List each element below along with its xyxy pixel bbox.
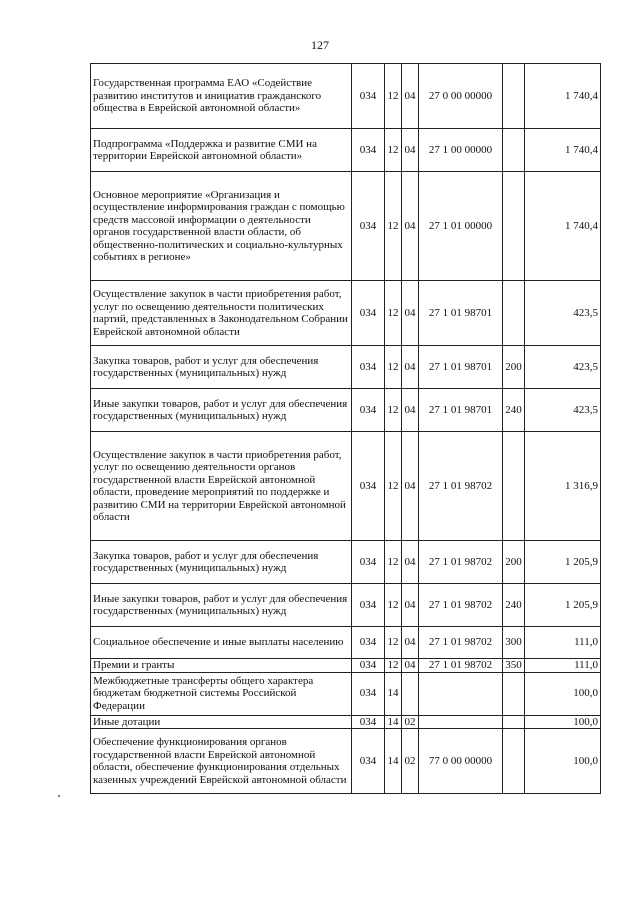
section-code: 12 (385, 172, 402, 281)
subsection-code: 04 (402, 129, 419, 172)
table-row (91, 672, 601, 715)
subsection-code (402, 672, 419, 715)
row-name: Межбюджетные трансферты общего характера бюджетам бюджетной системы Российской Федерации (91, 672, 352, 715)
section-code: 14 (385, 672, 402, 715)
section-code: 12 (385, 584, 402, 627)
expense-type-code (503, 432, 525, 541)
ministry-code: 034 (352, 346, 385, 389)
ministry-code: 034 (352, 64, 385, 129)
section-code: 14 (385, 715, 402, 729)
subsection-code: 04 (402, 584, 419, 627)
expense-type-code: 200 (503, 346, 525, 389)
expense-type-code (503, 129, 525, 172)
target-article-code: 27 1 01 00000 (419, 172, 503, 281)
ministry-code: 034 (352, 389, 385, 432)
row-name: Государственная программа ЕАО «Содействие развитию институтов и инициатив гражданского общества в Еврейской автономной области» (91, 64, 352, 129)
expense-type-code: 300 (503, 627, 525, 659)
target-article-code: 77 0 00 00000 (419, 729, 503, 794)
section-code: 12 (385, 129, 402, 172)
amount: 1 740,4 (525, 129, 601, 172)
target-article-code: 27 1 00 00000 (419, 129, 503, 172)
amount: 1 740,4 (525, 172, 601, 281)
expense-type-code (503, 281, 525, 346)
ministry-code: 034 (352, 432, 385, 541)
target-article-code (419, 672, 503, 715)
amount: 423,5 (525, 389, 601, 432)
section-code: 14 (385, 729, 402, 794)
amount: 100,0 (525, 729, 601, 794)
section-code: 12 (385, 432, 402, 541)
ministry-code: 034 (352, 659, 385, 673)
table-row (91, 432, 601, 541)
row-name: Закупка товаров, работ и услуг для обеспечения государственных (муниципальных) нужд (91, 541, 352, 584)
expense-type-code: 240 (503, 584, 525, 627)
row-name: Подпрограмма «Поддержка и развитие СМИ на территории Еврейской автономной области» (91, 129, 352, 172)
target-article-code (419, 715, 503, 729)
row-name: Премии и гранты (91, 659, 352, 673)
row-name: Иные закупки товаров, работ и услуг для обеспечения государственных (муниципальных) нужд (91, 584, 352, 627)
subsection-code: 04 (402, 64, 419, 129)
table-row (91, 541, 601, 584)
budget-table (90, 63, 601, 794)
subsection-code: 04 (402, 172, 419, 281)
subsection-code: 04 (402, 432, 419, 541)
expense-type-code: 240 (503, 389, 525, 432)
row-name: Иные закупки товаров, работ и услуг для обеспечения государственных (муниципальных) нужд (91, 389, 352, 432)
subsection-code: 02 (402, 729, 419, 794)
target-article-code: 27 1 01 98702 (419, 627, 503, 659)
expense-type-code: 200 (503, 541, 525, 584)
target-article-code: 27 1 01 98701 (419, 346, 503, 389)
ministry-code: 034 (352, 584, 385, 627)
subsection-code: 04 (402, 627, 419, 659)
section-code: 12 (385, 541, 402, 584)
expense-type-code (503, 672, 525, 715)
section-code: 12 (385, 346, 402, 389)
ministry-code: 034 (352, 129, 385, 172)
scan-speck (58, 795, 60, 797)
ministry-code: 034 (352, 672, 385, 715)
subsection-code: 04 (402, 281, 419, 346)
target-article-code: 27 1 01 98702 (419, 432, 503, 541)
target-article-code: 27 1 01 98701 (419, 281, 503, 346)
section-code: 12 (385, 659, 402, 673)
amount: 100,0 (525, 715, 601, 729)
target-article-code: 27 1 01 98702 (419, 584, 503, 627)
section-code: 12 (385, 627, 402, 659)
table-row (91, 729, 601, 794)
amount: 111,0 (525, 627, 601, 659)
subsection-code: 02 (402, 715, 419, 729)
target-article-code: 27 1 01 98701 (419, 389, 503, 432)
ministry-code: 034 (352, 172, 385, 281)
expense-type-code (503, 64, 525, 129)
row-name: Осуществление закупок в части приобретения работ, услуг по освещению деятельности политических партий, представленных в Законодательном Собрании Еврейской автономной области (91, 281, 352, 346)
table-row (91, 346, 601, 389)
target-article-code: 27 1 01 98702 (419, 659, 503, 673)
amount: 1 740,4 (525, 64, 601, 129)
row-name: Основное мероприятие «Организация и осуществление информирования граждан с помощью средств массовой информации о деятельности органов государственной власти области, об общественно-политических и социально-культурных событиях в регионе» (91, 172, 352, 281)
table-body (91, 64, 601, 794)
target-article-code: 27 0 00 00000 (419, 64, 503, 129)
table-row (91, 659, 601, 673)
ministry-code: 034 (352, 541, 385, 584)
amount: 1 316,9 (525, 432, 601, 541)
section-code: 12 (385, 389, 402, 432)
subsection-code: 04 (402, 659, 419, 673)
amount: 423,5 (525, 346, 601, 389)
ministry-code: 034 (352, 627, 385, 659)
row-name: Осуществление закупок в части приобретения работ, услуг по освещению деятельности органов государственной власти Еврейской автономной области, проведение мероприятий по поддержке и развитию СМИ на территории Еврейской автономной области (91, 432, 352, 541)
amount: 111,0 (525, 659, 601, 673)
subsection-code: 04 (402, 389, 419, 432)
ministry-code: 034 (352, 281, 385, 346)
amount: 1 205,9 (525, 541, 601, 584)
expense-type-code (503, 172, 525, 281)
expense-type-code (503, 715, 525, 729)
amount: 1 205,9 (525, 584, 601, 627)
row-name: Социальное обеспечение и иные выплаты населению (91, 627, 352, 659)
expense-type-code: 350 (503, 659, 525, 673)
table-row (91, 584, 601, 627)
section-code: 12 (385, 281, 402, 346)
amount: 100,0 (525, 672, 601, 715)
row-name: Обеспечение функционирования органов государственной власти Еврейской автономной области, обеспечение функционирования отдельных казенных учреждений Еврейской автономной области (91, 729, 352, 794)
table-row (91, 172, 601, 281)
table-row (91, 129, 601, 172)
row-name: Иные дотации (91, 715, 352, 729)
amount: 423,5 (525, 281, 601, 346)
ministry-code: 034 (352, 715, 385, 729)
table-row (91, 281, 601, 346)
table-row (91, 64, 601, 129)
subsection-code: 04 (402, 541, 419, 584)
subsection-code: 04 (402, 346, 419, 389)
ministry-code: 034 (352, 729, 385, 794)
page-number: 127 (311, 38, 329, 52)
target-article-code: 27 1 01 98702 (419, 541, 503, 584)
expense-type-code (503, 729, 525, 794)
section-code: 12 (385, 64, 402, 129)
row-name: Закупка товаров, работ и услуг для обеспечения государственных (муниципальных) нужд (91, 346, 352, 389)
table-row (91, 627, 601, 659)
table-row (91, 715, 601, 729)
table-row (91, 389, 601, 432)
